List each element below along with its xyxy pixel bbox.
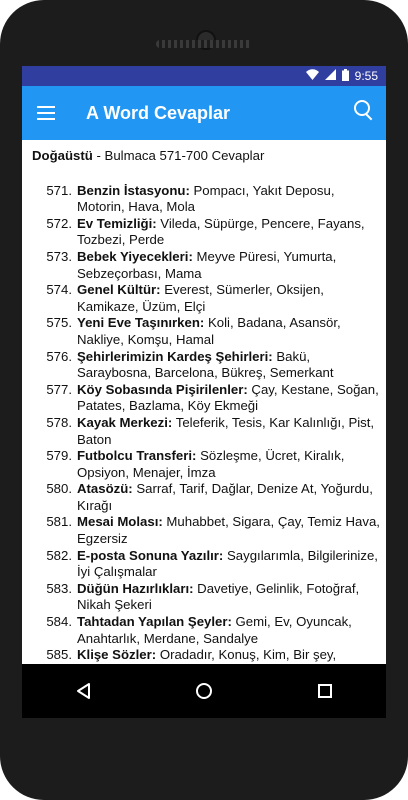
menu-icon[interactable]: [37, 106, 55, 120]
item-number: 574.: [46, 282, 72, 298]
list-item: [32, 448, 382, 481]
item-text: [77, 249, 382, 282]
item-answer: Saygılarımla, Bilgilerinize, İyi Çalışmalar: [77, 547, 378, 580]
item-number: 585.: [46, 647, 72, 663]
list-item: [32, 415, 382, 448]
list-item: [32, 614, 382, 647]
search-icon[interactable]: [354, 100, 372, 118]
heading-bold: Doğaüstü: [32, 148, 93, 163]
item-answer: Pompacı, Yakıt Deposu, Motorin, Hava, Mola: [77, 182, 335, 215]
battery-icon: [342, 69, 349, 84]
item-term: Futbolcu Transferi:: [77, 448, 197, 464]
item-answer: Vileda, Süpürge, Pencere, Fayans, Tozbezi, Perde: [77, 215, 365, 248]
item-answer: Çay, Kestane, Soğan, Patates, Bazlama, Köy Ekmeği: [77, 381, 379, 414]
item-number: 584.: [46, 614, 72, 630]
item-number: 572.: [46, 215, 72, 231]
item-number: 581.: [46, 514, 72, 530]
item-text: [77, 183, 382, 216]
item-number: 580.: [46, 481, 72, 497]
item-term: Bebek Yiyecekleri:: [77, 248, 193, 264]
item-answer: Muhabbet, Sigara, Çay, Temiz Hava, Egzersiz: [77, 514, 380, 547]
item-answer: Bakü, Saraybosna, Barcelona, Bükreş, Semerkant: [77, 348, 334, 381]
app-title: A Word Cevaplar: [86, 102, 231, 123]
list-item: [32, 216, 382, 249]
content-area[interactable]: [22, 140, 386, 680]
list-item: [32, 282, 382, 315]
item-text: [77, 282, 382, 315]
item-number: 578.: [46, 414, 72, 430]
signal-icon: [325, 69, 336, 83]
item-text: [77, 349, 382, 382]
item-text: [77, 481, 382, 514]
item-number: 575.: [46, 315, 72, 331]
list-item: [32, 481, 382, 514]
item-term: Atasözü:: [77, 481, 133, 497]
screen: [22, 66, 386, 718]
list-item: [32, 183, 382, 216]
item-term: Genel Kültür:: [77, 282, 161, 298]
app-bar: [22, 86, 386, 140]
list-item: [32, 349, 382, 382]
home-icon[interactable]: [186, 673, 222, 709]
item-text: [77, 315, 382, 348]
heading-rest: - Bulmaca 571-700 Cevaplar: [92, 148, 265, 163]
item-number: 573.: [46, 248, 72, 264]
item-text: [77, 614, 382, 647]
item-term: Mesai Molası:: [77, 514, 163, 530]
item-answer: Everest, Sümerler, Oksijen, Kamikaze, Üzüm, Elçi: [77, 282, 324, 314]
item-term: Yeni Eve Taşınırken:: [77, 315, 205, 331]
back-icon[interactable]: [65, 673, 101, 709]
item-number: 571.: [46, 182, 72, 198]
list-item: [32, 382, 382, 415]
recents-icon[interactable]: [307, 673, 343, 709]
item-text: [77, 581, 382, 614]
item-text: [77, 448, 382, 481]
list-item: [32, 548, 382, 581]
item-text: [77, 216, 382, 249]
item-number: 583.: [46, 580, 72, 596]
bottom-bezel: [0, 718, 408, 800]
list-item: [32, 581, 382, 614]
navigation-bar: [22, 664, 386, 718]
item-answer: Gemi, Ev, Oyuncak, Anahtarlık, Merdane, Sandalye: [77, 614, 352, 646]
item-number: 582.: [46, 547, 72, 563]
item-answer: Oradadır, Konuş, Kim, Bir şey,: [159, 647, 337, 663]
item-term: Ev Temizliği:: [77, 215, 157, 231]
item-text: [77, 548, 382, 581]
item-answer: Sözleşme, Ücret, Kiralık, Opsiyon, Menajer, İmza: [77, 448, 345, 480]
list-item: [32, 249, 382, 282]
top-bezel: [0, 0, 408, 66]
status-time: 9:55: [354, 69, 378, 83]
answer-list: [32, 183, 382, 681]
item-answer: Sarraf, Tarif, Dağlar, Denize At, Yoğurdu, Kırağı: [77, 481, 373, 513]
status-bar: [22, 66, 386, 86]
item-term: Köy Sobasında Pişirilenler:: [77, 381, 248, 397]
item-term: Benzin İstasyonu:: [77, 182, 190, 198]
list-item: [32, 514, 382, 547]
item-number: 577.: [46, 381, 72, 397]
item-answer: Koli, Badana, Asansör, Nakliye, Komşu, Hamal: [77, 315, 341, 347]
item-text: [77, 415, 382, 448]
item-answer: Davetiye, Gelinlik, Fotoğraf, Nikah Şekeri: [77, 580, 360, 613]
wifi-icon: [306, 69, 319, 83]
item-term: Şehirlerimizin Kardeş Şehirleri:: [77, 348, 273, 364]
item-term: Tahtadan Yapılan Şeyler:: [77, 614, 232, 630]
item-text: [77, 382, 382, 415]
item-number: 576.: [46, 348, 72, 364]
page-heading: [32, 148, 382, 165]
item-answer: Meyve Püresi, Yumurta, Sebzeçorbası, Mama: [77, 248, 337, 281]
item-term: Kayak Merkezi:: [77, 414, 173, 430]
list-item: [32, 315, 382, 348]
item-text: [77, 514, 382, 547]
item-term: E-posta Sonuna Yazılır:: [77, 547, 224, 563]
item-answer: Teleferik, Tesis, Kar Kalınlığı, Pist, Baton: [77, 414, 375, 447]
item-term: Klişe Sözler:: [77, 647, 157, 663]
item-term: Düğün Hazırlıkları:: [77, 580, 194, 596]
item-number: 579.: [46, 448, 72, 464]
speaker-grille: [156, 40, 252, 48]
